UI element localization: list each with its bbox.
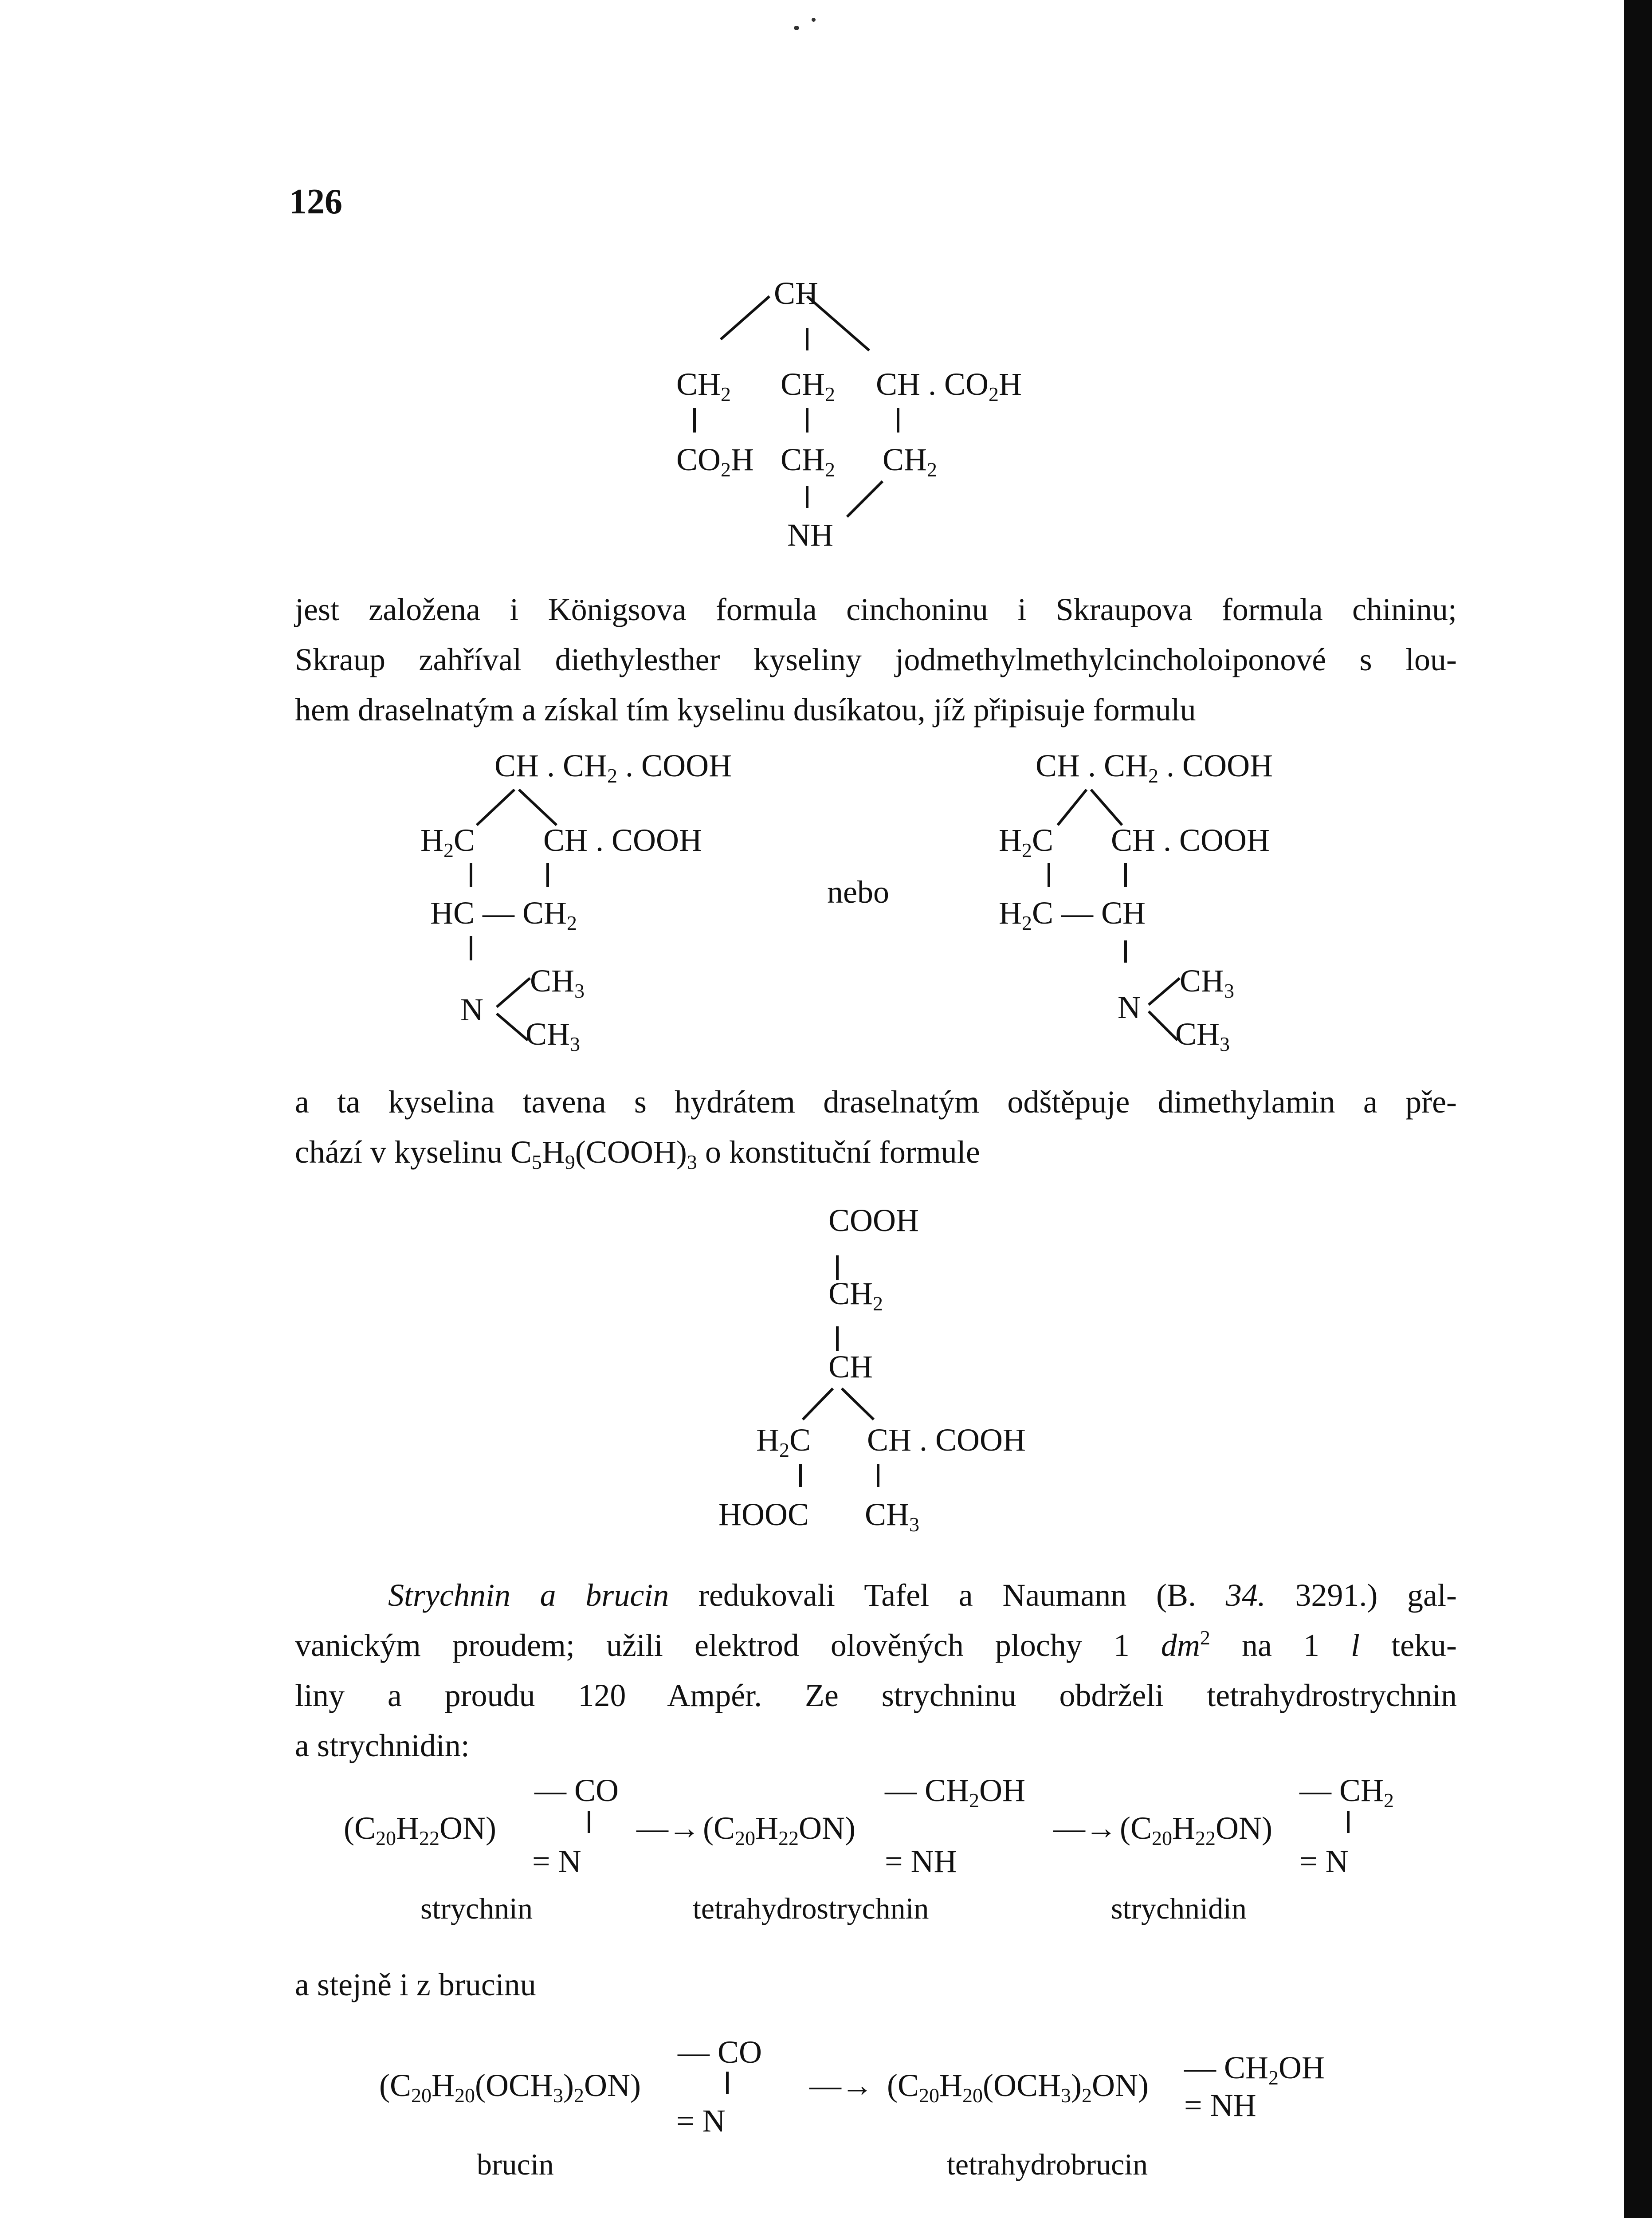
nebo-word: nebo <box>827 874 889 910</box>
f2a-h2c: $H_2C$ <box>420 822 475 861</box>
bond <box>1091 790 1122 825</box>
text-line: jest založena i Königsova formula cinchoninu i Skraupova formula chininu; <box>295 592 1457 627</box>
label-tetrahydrostrychnin: tetrahydrostrychnin <box>693 1892 929 1925</box>
f1-ch2-c: $CH_2$ <box>781 442 836 481</box>
f2a-ch3-b: $CH_3$ <box>526 1016 581 1055</box>
label-strychnidin: strychnidin <box>1111 1892 1247 1925</box>
r1-tetra-nh: = NH <box>885 1844 957 1879</box>
f2a-hc-ch2: HC — $CH_2$ <box>430 895 577 934</box>
f1-ch-top: CH <box>774 275 819 311</box>
r1-tetra-formula: $(C_{20}H_{22}ON)$ <box>703 1810 855 1849</box>
r1-strychnin-n: = N <box>532 1844 581 1879</box>
text-line-brucin: a stejně i z brucinu <box>295 1967 536 2002</box>
f2a-ch3-a: $CH_3$ <box>530 963 585 1002</box>
bond <box>803 1388 833 1420</box>
f2a-top: CH . $CH_2$ . COOH <box>494 748 732 787</box>
f2a-ch-cooh: CH . COOH <box>543 822 702 858</box>
r2-tetra-formula: $(C_{20}H_{20}(OCH_3)_2ON)$ <box>887 2068 1149 2107</box>
scan-right-edge <box>1624 0 1652 2218</box>
f2b-top: CH . $CH_2$ . COOH <box>1036 748 1273 787</box>
text-line: a ta kyselina tavena s hydrátem draselnatým odštěpuje dimethylamin a pře- <box>295 1084 1457 1120</box>
f2b-ch3-a: $CH_3$ <box>1180 963 1235 1002</box>
f2b-h2c-ch: $H_2C$ — CH <box>999 895 1146 934</box>
f1-ch-co2h: CH . $CO_2H$ <box>876 366 1022 405</box>
r1-tetra-ch2oh: — $CH_2OH$ <box>885 1773 1026 1812</box>
bond <box>1058 790 1087 825</box>
text-line: Skraup zahříval diethylesther kyseliny jodmethylmethylcincholoiponové s lou- <box>295 642 1457 677</box>
paragraph-3 <box>295 1570 1457 1771</box>
scan-speck <box>812 18 816 22</box>
paragraph-2 <box>295 1077 1457 1177</box>
f3-ch: CH <box>828 1349 873 1384</box>
bond <box>842 1388 874 1420</box>
r2-arrow: —→ <box>809 2068 873 2103</box>
f1-nh: NH <box>787 517 833 553</box>
f2b-n: N <box>1118 990 1141 1025</box>
bond <box>1149 978 1180 1005</box>
r1-arrow-2: —→ <box>1053 1810 1117 1846</box>
f1-ch2-b: $CH_2$ <box>781 366 836 405</box>
italic-title: Strychnin a brucin <box>388 1577 669 1613</box>
text-line: a strychnidin: <box>295 1728 470 1763</box>
text-line: vanickým proudem; užili elektrod olověných plochy 1 $dm^2$ na 1 l teku- <box>295 1626 1457 1663</box>
r2-brucin-formula: $(C_{20}H_{20}(OCH_3)_2ON)$ <box>379 2068 641 2107</box>
bond <box>1149 1011 1177 1040</box>
page-number: 126 <box>289 182 342 221</box>
f1-ch2-a: $CH_2$ <box>676 366 731 405</box>
bond <box>497 978 530 1007</box>
text-line: chází v kyselinu $C_5H_9(COOH)_3$ o konstituční formule <box>295 1134 980 1173</box>
scan-speck <box>794 26 799 30</box>
r1-strychnidin-formula: $(C_{20}H_{22}ON)$ <box>1120 1810 1272 1849</box>
bond <box>477 790 514 825</box>
f2b-h2c: $H_2C$ <box>999 822 1054 861</box>
f3-ch3: $CH_3$ <box>865 1497 920 1536</box>
bond <box>519 790 557 825</box>
r1-arrow-1: —→ <box>636 1810 700 1846</box>
f3-ch-cooh: CH . COOH <box>867 1422 1026 1458</box>
text-line: Strychnin a brucin redukovali Tafel a Naumann (B. 34. 3291.) gal- <box>388 1577 1457 1613</box>
label-brucin: brucin <box>477 2147 554 2181</box>
r2-brucin-co: — CO <box>678 2034 762 2070</box>
paragraph-1 <box>295 585 1457 735</box>
text-line: hem draselnatým a získal tím kyselinu dusíkatou, jíž připisuje formulu <box>295 692 1196 728</box>
bond <box>721 296 769 339</box>
bond <box>497 1014 528 1040</box>
f3-ch2: $CH_2$ <box>828 1276 883 1315</box>
label-strychnin: strychnin <box>420 1892 533 1925</box>
f2b-ch-cooh: CH . COOH <box>1111 822 1270 858</box>
f2a-n: N <box>460 992 483 1027</box>
r2-tetra-ch2oh: — $CH_2OH$ <box>1184 2050 1325 2089</box>
text-line: liny a proudu 120 Ampér. Ze strychninu obdrželi tetrahydrostrychnin <box>295 1678 1457 1713</box>
r1-strychnin-formula: $(C_{20}H_{22}ON)$ <box>344 1810 496 1849</box>
r1-strychnidin-n: = N <box>1299 1844 1349 1879</box>
r1-strychnin-co: — CO <box>534 1773 619 1808</box>
f3-hooc: HOOC <box>718 1497 809 1532</box>
f3-h2c: $H_2C$ <box>756 1422 811 1461</box>
r1-strychnidin-ch2: — $CH_2$ <box>1299 1773 1394 1812</box>
f1-co2h: $CO_2H$ <box>676 442 754 481</box>
r2-tetra-nh: = NH <box>1184 2088 1256 2123</box>
bond <box>847 481 883 517</box>
label-tetrahydrobrucin: tetrahydrobrucin <box>947 2147 1148 2181</box>
r2-brucin-n: = N <box>676 2103 726 2139</box>
f2b-ch3-b: $CH_3$ <box>1175 1016 1230 1055</box>
f3-cooh: COOH <box>828 1203 919 1238</box>
f1-ch2-d: $CH_2$ <box>883 442 938 481</box>
